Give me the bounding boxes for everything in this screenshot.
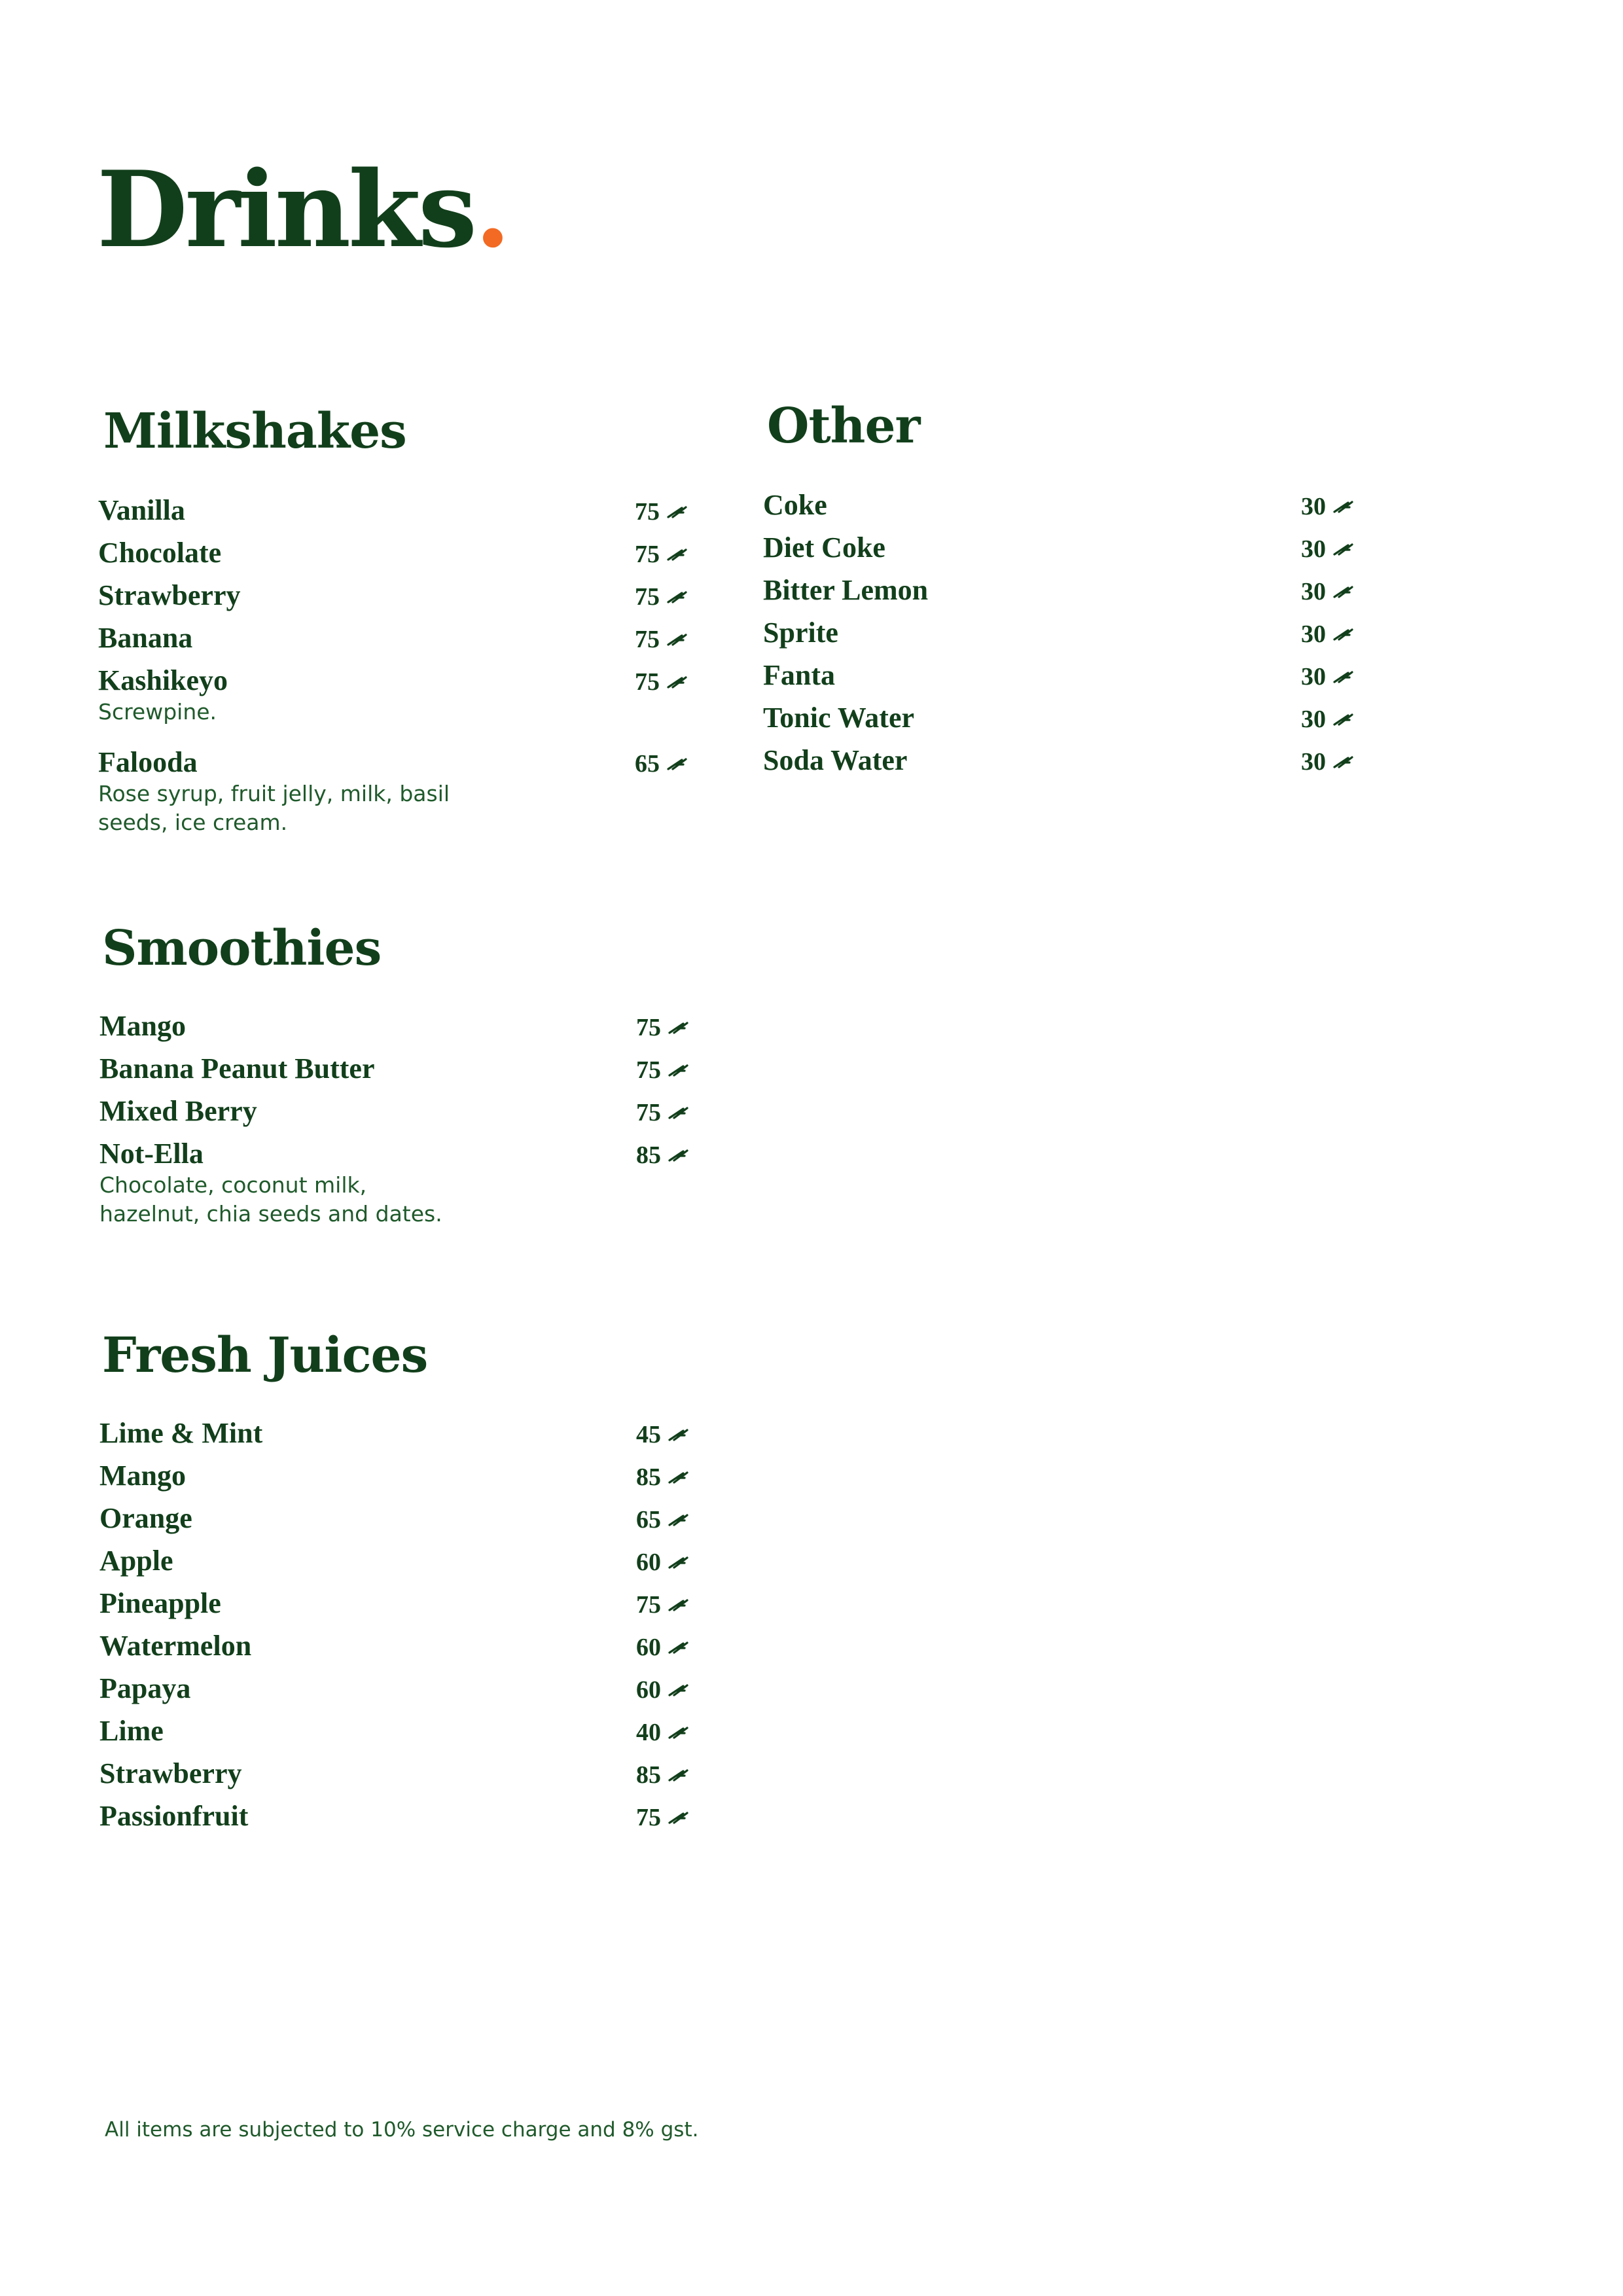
item-price bbox=[636, 1053, 688, 1087]
item-price bbox=[636, 1096, 688, 1130]
item-price-value: 30 bbox=[1301, 706, 1326, 733]
item-name: Banana Peanut Butter bbox=[99, 1052, 375, 1085]
section-heading-fresh-juices: Fresh Juices bbox=[102, 1327, 428, 1384]
item-price bbox=[635, 665, 687, 699]
item-description: Screwpine. bbox=[98, 699, 217, 725]
rufiyaa-icon bbox=[666, 547, 687, 562]
rufiyaa-icon bbox=[1332, 627, 1353, 641]
item-price bbox=[636, 1011, 688, 1045]
item-price-value: 30 bbox=[1301, 748, 1326, 776]
section-smoothies bbox=[99, 920, 661, 1227]
item-price-value: 75 bbox=[635, 498, 660, 526]
rufiyaa-icon bbox=[666, 632, 687, 647]
item-price-value: 60 bbox=[636, 1634, 661, 1661]
item-price bbox=[1301, 575, 1353, 609]
rufiyaa-icon bbox=[666, 675, 687, 689]
rufiyaa-icon bbox=[1332, 584, 1353, 599]
rufiyaa-icon bbox=[668, 1063, 688, 1077]
item-name: Strawberry bbox=[99, 1757, 242, 1789]
rufiyaa-icon bbox=[668, 1683, 688, 1697]
item-name: Banana bbox=[98, 622, 193, 654]
page-title-text: Drinks bbox=[97, 148, 475, 271]
item-price-value: 40 bbox=[636, 1719, 661, 1746]
item-price bbox=[1301, 702, 1353, 736]
rufiyaa-icon bbox=[1332, 712, 1353, 726]
item-price bbox=[1301, 660, 1353, 694]
item-name: Mixed Berry bbox=[99, 1095, 257, 1127]
item-price-value: 30 bbox=[1301, 493, 1326, 520]
item-name: Papaya bbox=[99, 1672, 191, 1704]
item-price-value: 75 bbox=[635, 626, 660, 653]
rufiyaa-icon bbox=[668, 1810, 688, 1825]
item-name: Falooda bbox=[98, 746, 198, 778]
item-price bbox=[1301, 745, 1353, 779]
item-name: Lime & Mint bbox=[99, 1417, 263, 1449]
item-price-value: 60 bbox=[636, 1549, 661, 1576]
item-price bbox=[636, 1715, 688, 1749]
section-milkshakes bbox=[98, 403, 660, 835]
item-name: Vanilla bbox=[98, 494, 185, 526]
item-price-value: 75 bbox=[635, 583, 660, 611]
item-price bbox=[635, 622, 687, 656]
item-price bbox=[636, 1801, 688, 1835]
item-name: Pineapple bbox=[99, 1587, 221, 1619]
item-name: Watermelon bbox=[99, 1630, 252, 1662]
item-price-value: 45 bbox=[636, 1421, 661, 1448]
item-price-value: 85 bbox=[636, 1141, 661, 1169]
item-price bbox=[636, 1460, 688, 1494]
item-name: Kashikeyo bbox=[98, 664, 228, 696]
item-name: Sprite bbox=[763, 617, 838, 649]
rufiyaa-icon bbox=[666, 505, 687, 519]
section-heading-milkshakes: Milkshakes bbox=[103, 403, 406, 459]
service-charge-note: All items are subjected to 10% service charge and 8% gst. bbox=[105, 2118, 699, 2142]
rufiyaa-icon bbox=[666, 590, 687, 604]
item-price bbox=[636, 1758, 688, 1792]
item-price bbox=[635, 580, 687, 614]
title-accent-dot: . bbox=[474, 148, 508, 271]
rufiyaa-icon bbox=[668, 1470, 688, 1484]
item-name: Diet Coke bbox=[763, 531, 885, 564]
item-price bbox=[1301, 490, 1353, 524]
item-name: Apple bbox=[99, 1545, 173, 1577]
item-price-value: 75 bbox=[636, 1099, 661, 1126]
rufiyaa-icon bbox=[668, 1555, 688, 1570]
item-description: Chocolate, coconut milk, hazelnut, chia seeds and dates. bbox=[99, 1172, 442, 1227]
item-name: Bitter Lemon bbox=[763, 574, 929, 606]
item-price bbox=[1301, 617, 1353, 651]
item-price-value: 75 bbox=[636, 1591, 661, 1619]
item-name: Orange bbox=[99, 1502, 192, 1534]
item-price bbox=[636, 1503, 688, 1537]
item-price-value: 30 bbox=[1301, 578, 1326, 605]
item-price bbox=[636, 1418, 688, 1452]
item-name: Chocolate bbox=[98, 537, 222, 569]
item-price bbox=[636, 1138, 688, 1172]
item-price bbox=[636, 1588, 688, 1622]
rufiyaa-icon bbox=[668, 1640, 688, 1655]
rufiyaa-icon bbox=[1332, 499, 1353, 514]
item-name: Lime bbox=[99, 1715, 164, 1747]
rufiyaa-icon bbox=[668, 1725, 688, 1740]
section-other bbox=[763, 398, 1326, 776]
item-price bbox=[636, 1630, 688, 1664]
item-price-value: 65 bbox=[635, 750, 660, 778]
item-name: Passionfruit bbox=[99, 1800, 249, 1832]
section-heading-smoothies: Smoothies bbox=[102, 920, 382, 977]
item-price-value: 65 bbox=[636, 1506, 661, 1534]
rufiyaa-icon bbox=[668, 1020, 688, 1035]
item-price bbox=[636, 1545, 688, 1579]
section-heading-other: Other bbox=[767, 398, 920, 454]
item-price-value: 60 bbox=[636, 1676, 661, 1704]
rufiyaa-icon bbox=[1332, 755, 1353, 769]
rufiyaa-icon bbox=[668, 1598, 688, 1612]
item-name: Soda Water bbox=[763, 744, 908, 776]
item-price-value: 85 bbox=[636, 1761, 661, 1789]
item-name: Coke bbox=[763, 489, 827, 521]
item-price-value: 30 bbox=[1301, 663, 1326, 691]
item-price-value: 75 bbox=[636, 1804, 661, 1831]
item-name: Strawberry bbox=[98, 579, 241, 611]
rufiyaa-icon bbox=[1332, 542, 1353, 556]
item-price-value: 30 bbox=[1301, 535, 1326, 563]
rufiyaa-icon bbox=[668, 1513, 688, 1527]
item-price-value: 75 bbox=[635, 541, 660, 568]
rufiyaa-icon bbox=[668, 1148, 688, 1162]
item-price-value: 75 bbox=[636, 1014, 661, 1041]
item-price bbox=[635, 495, 687, 529]
item-name: Not-Ella bbox=[99, 1138, 204, 1170]
item-name: Mango bbox=[99, 1010, 186, 1042]
item-price bbox=[635, 747, 687, 781]
item-name: Fanta bbox=[763, 659, 835, 691]
page-title bbox=[97, 148, 508, 271]
item-price-value: 75 bbox=[636, 1056, 661, 1084]
item-price bbox=[636, 1673, 688, 1707]
rufiyaa-icon bbox=[668, 1768, 688, 1782]
item-name: Mango bbox=[99, 1460, 186, 1492]
item-description: Rose syrup, fruit jelly, milk, basil seeds, ice cream. bbox=[98, 781, 450, 835]
section-fresh-juices bbox=[99, 1327, 661, 1832]
item-name: Tonic Water bbox=[763, 702, 915, 734]
rufiyaa-icon bbox=[1332, 670, 1353, 684]
item-price bbox=[1301, 532, 1353, 566]
item-price bbox=[635, 537, 687, 571]
item-price-value: 85 bbox=[636, 1463, 661, 1491]
item-price-value: 30 bbox=[1301, 620, 1326, 648]
item-price-value: 75 bbox=[635, 668, 660, 696]
rufiyaa-icon bbox=[666, 757, 687, 771]
rufiyaa-icon bbox=[668, 1105, 688, 1120]
rufiyaa-icon bbox=[668, 1427, 688, 1442]
